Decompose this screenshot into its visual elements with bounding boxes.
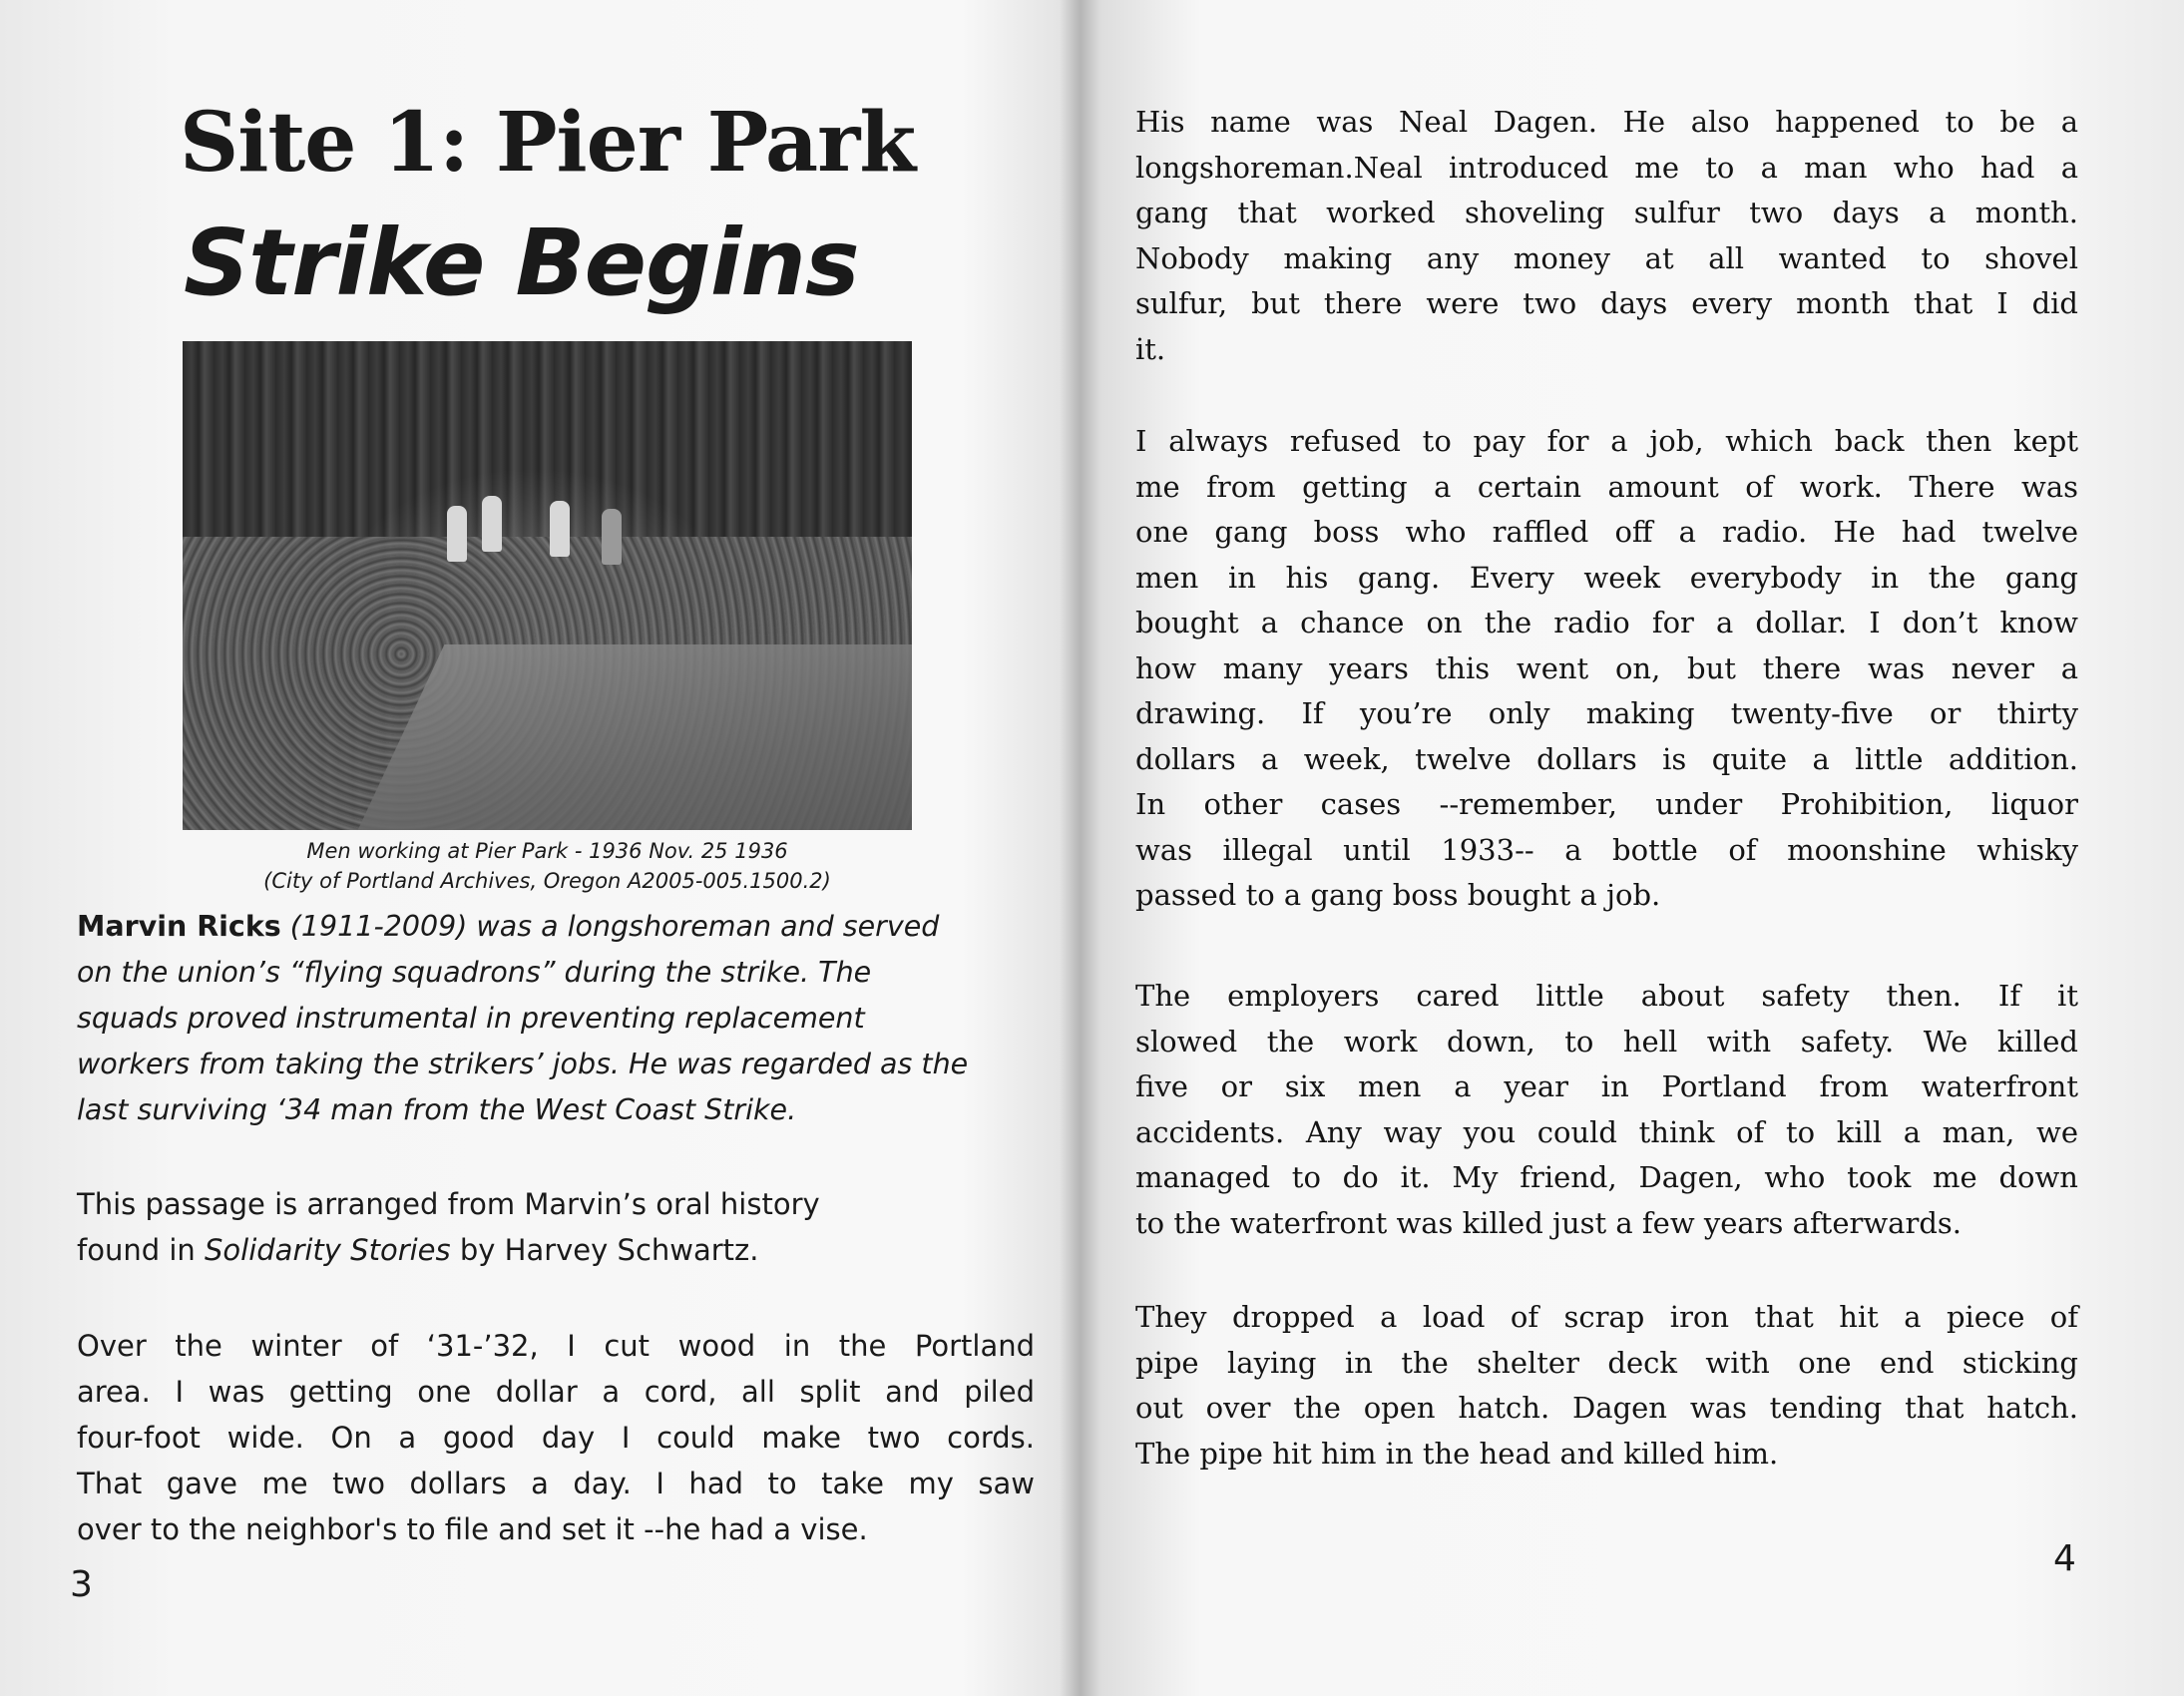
source-text: found in (77, 1233, 205, 1267)
historic-photo (183, 341, 912, 830)
source-line (77, 1227, 1035, 1273)
intro-line: squads proved instrumental in preventing replacement (77, 1002, 865, 1035)
body-line: slowed the work down, to hell with safety. We killed (1135, 1024, 2078, 1059)
body-line: one gang boss who raffled off a radio. He had twelve (1135, 515, 2078, 549)
body-line: longshoreman.Neal introduced me to a man who had a (1135, 150, 2078, 185)
paragraph-2 (1135, 419, 2078, 919)
body-line: to the waterfront was killed just a few years afterwards. (1135, 1205, 1963, 1240)
body-line: I always refused to pay for a job, which back then kept (1135, 424, 2078, 458)
body-line: over to the neighbor's to file and set it --he had a vise. (77, 1512, 868, 1546)
photo-figure (447, 506, 467, 562)
body-line: four-foot wide. On a good day I could make two cords. (77, 1421, 1035, 1455)
body-line: five or six men a year in Portland from waterfront (1135, 1069, 2078, 1103)
left-page (0, 0, 1078, 1696)
body-line: The pipe hit him in the head and killed him. (1135, 1436, 1779, 1471)
body-line: The employers cared little about safety then. If it (1135, 979, 2078, 1013)
photo-figure (482, 496, 502, 552)
photo-path (358, 644, 912, 830)
source-paragraph (77, 1181, 1035, 1273)
body-line: bought a chance on the radio for a dollar. I don’t know (1135, 606, 2078, 639)
photo-caption-source: (City of Portland Archives, Oregon A2005-005.1500.2) (263, 869, 831, 893)
body-line: His name was Neal Dagen. He also happened to be a (1135, 105, 2078, 139)
body-line: how many years this went on, but there was never a (1135, 650, 2078, 685)
body-line: men in his gang. Every week everybody in the gang (1135, 560, 2078, 595)
body-line: In other cases --remember, under Prohibition, liquor (1135, 787, 2078, 821)
body-line: sulfur, but there were two days every month that I did (1135, 286, 2078, 320)
page-subtitle: Strike Begins (184, 210, 859, 316)
body-line: They dropped a load of scrap iron that hit a piece of (1135, 1300, 2078, 1334)
body-paragraph (77, 1323, 1035, 1552)
body-line: gang that worked shoveling sulfur two days a month. (1135, 196, 2078, 229)
body-line: passed to a gang boss bought a job. (1135, 878, 1661, 912)
body-line: Over the winter of ‘31-’32, I cut wood in the Portland (77, 1329, 1035, 1363)
body-line: was illegal until 1933-- a bottle of moonshine whisky (1135, 832, 2078, 867)
paragraph-1 (1135, 100, 2078, 372)
body-line: accidents. Any way you could think of to kill a man, we (1135, 1114, 2078, 1149)
intro-line: on the union’s “flying squadrons” during the strike. The (77, 956, 872, 989)
source-book-title: Solidarity Stories (205, 1233, 451, 1267)
paragraph-3 (1135, 974, 2078, 1246)
body-line: pipe laying in the shelter deck with one end sticking (1135, 1345, 2078, 1380)
intro-line: last surviving ‘34 man from the West Coast Strike. (77, 1093, 797, 1126)
body-line: out over the open hatch. Dagen was tending that hatch. (1135, 1391, 2078, 1425)
photo-figure (550, 501, 570, 557)
photo-caption-line: Men working at Pier Park - 1936 Nov. 25 1936 (306, 839, 788, 863)
source-text: by Harvey Schwartz. (450, 1233, 759, 1267)
body-line: drawing. If you’re only making twenty-five or thirty (1135, 696, 2078, 730)
body-line: dollars a week, twelve dollars is quite a little addition. (1135, 741, 2078, 776)
intro-name: Marvin Ricks (77, 910, 281, 943)
intro-line: workers from taking the strikers’ jobs. He was regarded as the (77, 1048, 969, 1080)
body-line: me from getting a certain amount of work. There was (1135, 469, 2078, 504)
intro-line-text: (1911-2009) was a longshoreman and served (280, 910, 940, 943)
intro-paragraph (77, 904, 1035, 1133)
body-line: Nobody making any money at all wanted to shovel (1135, 240, 2078, 275)
body-line: it. (1135, 331, 1166, 366)
page-title: Site 1: Pier Park (180, 95, 916, 191)
intro-line (77, 904, 1035, 950)
source-line: This passage is arranged from Marvin’s oral history (77, 1187, 820, 1221)
body-line: area. I was getting one dollar a cord, all split and piled (77, 1375, 1035, 1409)
paragraph-4 (1135, 1295, 2078, 1477)
page-number: 3 (70, 1564, 93, 1605)
body-line: managed to do it. My friend, Dagen, who took me down (1135, 1160, 2078, 1194)
photo-figure (602, 509, 622, 565)
body-line: That gave me two dollars a day. I had to take my saw (77, 1467, 1035, 1500)
page-number: 4 (2053, 1538, 2076, 1579)
